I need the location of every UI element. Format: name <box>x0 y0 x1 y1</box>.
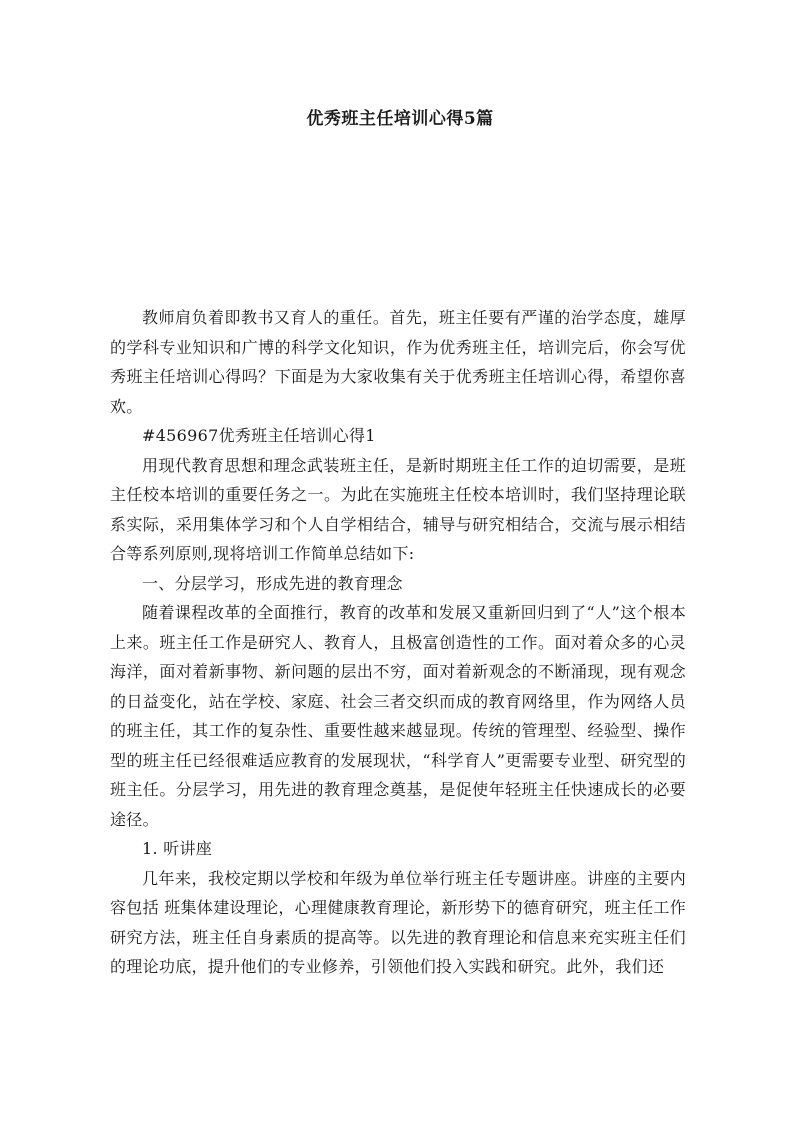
body-paragraph: 随着课程改革的全面推行，教育的改革和发展又重新回归到了“人”这个根本上来。班主任工作是研究人、教育人，且极富创造性的工作。面对着众多的心灵海洋，面对着新事物、新问题的层出不穷，面对着新观念的不断涌现，现有观念的日益变化，站在学校、家庭、社会三者交织而成的教育网络里，作为网络人员的班主任，其工作的复杂性、重要性越来越显现。传统的管理型、经验型、操作型的班主任已经很难适应教育的发展现状，“科学育人”更需要专业型、研究型的班主任。分层学习，用先进的教育理念奠基，是促使年轻班主任快速成长的必要途径。 <box>110 603 686 829</box>
intro-paragraph: 教师肩负着即教书又育人的重任。首先，班主任要有严谨的治学态度，雄厚的学科专业知识和广博的科学文化知识，作为优秀班主任，培训完后，你会写优秀班主任培训心得吗？下面是为大家收集有关于优秀班主任培训心得，希望你喜欢。 <box>110 308 686 416</box>
document-body <box>110 303 686 982</box>
body-paragraph: 几年来，我校定期以学校和年级为单位举行班主任专题讲座。讲座的主要内容包括 班集体建设理论，心理健康教育理论，新形势下的德育研究，班主任工作研究方法，班主任自身素质的提高等。以先进的教育理论和信息来充实班主任们的理论功底，提升他们的专业修养，引领他们投入实践和研究。此外，我们还 <box>110 868 686 976</box>
body-paragraph: 用现代教育思想和理念武装班主任，是新时期班主任工作的迫切需要，是班主任校本培训的重要任务之一。为此在实施班主任校本培训时，我们坚持理论联系实际，采用集体学习和个人自学相结合，辅导与研究相结合，交流与展示相结合等系列原则,现将培训工作简单总结如下: <box>110 455 686 563</box>
subheading-layered-learning: 一、分层学习，形成先进的教育理念 <box>142 573 403 593</box>
subheading-lectures: 1. 听讲座 <box>142 839 213 858</box>
section-heading-1: #456967优秀班主任培训心得1 <box>142 426 376 445</box>
document-title: 优秀班主任培训心得5篇 <box>306 109 494 129</box>
